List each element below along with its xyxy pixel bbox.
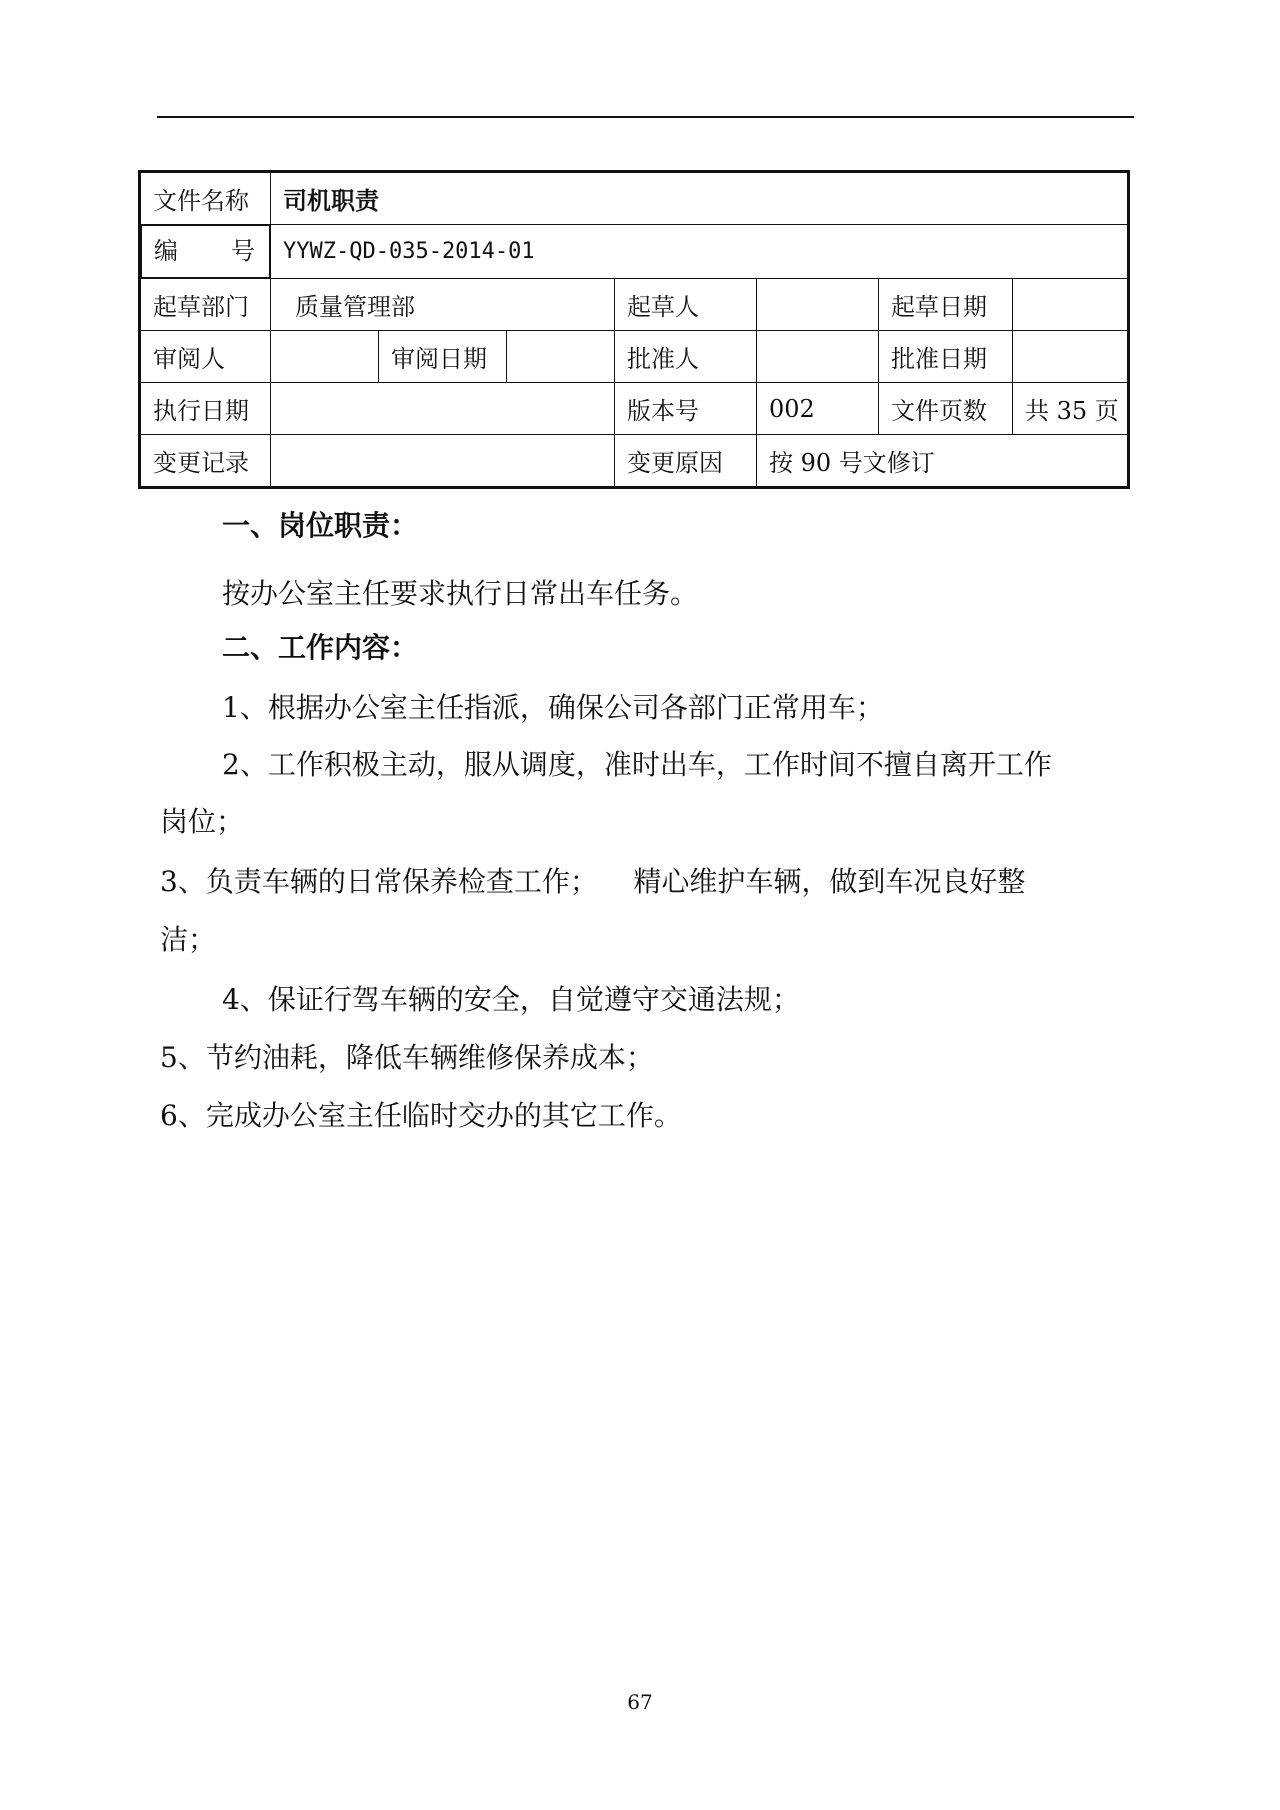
change-record-label: 变更记录 bbox=[140, 435, 271, 488]
approver-label: 批准人 bbox=[615, 331, 757, 383]
change-reason-value: 按 90 号文修订 bbox=[757, 435, 1129, 488]
draft-dept-label: 起草部门 bbox=[140, 279, 271, 331]
table-row bbox=[140, 435, 1129, 488]
work-item-5: 5、节约油耗，降低车辆维修保养成本； bbox=[160, 1041, 654, 1074]
document-info-table bbox=[138, 170, 1130, 489]
work-item-1: 1、根据办公室主任指派，确保公司各部门正常用车； bbox=[222, 691, 884, 724]
approve-date-label: 批准日期 bbox=[879, 331, 1013, 383]
draft-dept-value: 质量管理部 bbox=[271, 279, 615, 331]
pages-label: 文件页数 bbox=[879, 383, 1013, 435]
section-heading-duties: 一、岗位职责： bbox=[222, 509, 419, 542]
reviewer-label: 审阅人 bbox=[140, 331, 271, 383]
section-heading-work: 二、工作内容： bbox=[222, 631, 419, 664]
draft-date-label: 起草日期 bbox=[879, 279, 1013, 331]
work-item-6: 6、完成办公室主任临时交办的其它工作。 bbox=[160, 1099, 682, 1132]
table-row bbox=[140, 225, 1129, 279]
drafter-value bbox=[757, 279, 879, 331]
page-number: 67 bbox=[627, 1690, 653, 1714]
pages-value: 共 35 页 bbox=[1013, 383, 1129, 435]
approve-date-value bbox=[1013, 331, 1129, 383]
table-row bbox=[140, 331, 1129, 383]
number-value: YYWZ-QD-035-2014-01 bbox=[271, 225, 1129, 279]
work-item-2-cont: 岗位； bbox=[160, 805, 245, 838]
table-row bbox=[140, 279, 1129, 331]
drafter-label: 起草人 bbox=[615, 279, 757, 331]
change-reason-label: 变更原因 bbox=[615, 435, 757, 488]
number-label: 编 号 bbox=[141, 225, 270, 278]
duty-text: 按办公室主任要求执行日常出车任务。 bbox=[222, 577, 699, 610]
work-item-3: 3、负责车辆的日常保养检查工作； 精心维护车辆，做到车况良好整 bbox=[160, 865, 1026, 898]
change-record-value bbox=[271, 435, 615, 488]
draft-date-value bbox=[1013, 279, 1129, 331]
approver-value bbox=[757, 331, 879, 383]
header-rule bbox=[157, 116, 1134, 118]
table-row bbox=[140, 383, 1129, 435]
work-item-3-cont: 洁； bbox=[160, 923, 217, 956]
review-date-label: 审阅日期 bbox=[379, 331, 507, 383]
reviewer-value bbox=[271, 331, 379, 383]
work-item-4: 4、保证行驾车辆的安全，自觉遵守交通法规； bbox=[222, 983, 800, 1016]
table-row bbox=[140, 172, 1129, 225]
version-value: 002 bbox=[757, 383, 879, 435]
review-date-value bbox=[507, 331, 615, 383]
file-name-value: 司机职责 bbox=[271, 172, 1129, 225]
exec-date-value bbox=[271, 383, 615, 435]
version-label: 版本号 bbox=[615, 383, 757, 435]
exec-date-label: 执行日期 bbox=[140, 383, 271, 435]
file-name-label: 文件名称 bbox=[140, 172, 271, 225]
work-item-2: 2、工作积极主动，服从调度，准时出车，工作时间不擅自离开工作 bbox=[222, 748, 1052, 781]
